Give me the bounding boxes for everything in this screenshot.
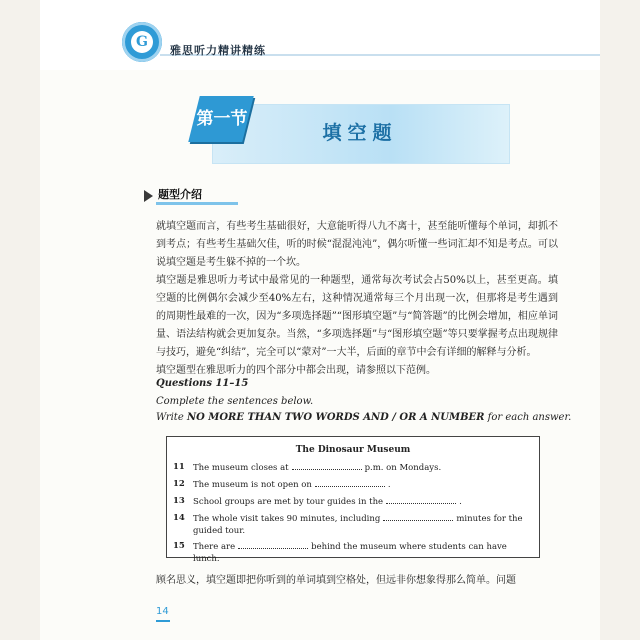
page-number: 14: [156, 606, 169, 617]
logo-center: [131, 31, 153, 53]
bottom-paragraph: 顾名思义，填空题即把你听到的单词填到空格处，但远非你想象得那么简单。问题: [156, 575, 516, 586]
book-page: [40, 0, 600, 640]
question-number: 14: [173, 513, 185, 523]
instruction-emphasis: NO MORE THAN TWO WORDS AND / OR A NUMBER: [186, 412, 485, 423]
question-text: [193, 512, 531, 537]
question-text-after: .: [459, 497, 462, 507]
paragraph-3: 填空题型在雅思听力的四个部分中都会出现，请参照以下范例。: [156, 365, 436, 376]
questions-instruction-2: [156, 412, 571, 423]
question-text-before: The museum is not open on: [193, 480, 312, 490]
question-text-before: The whole visit takes 90 minutes, including: [193, 514, 381, 524]
subheading-underline: [156, 202, 238, 205]
section-title: 填空题: [322, 122, 398, 144]
instruction-suffix: for each answer.: [484, 412, 572, 423]
logo-letter: G: [136, 34, 148, 50]
questions-heading: Questions 11–15: [156, 378, 249, 389]
question-number: 11: [173, 462, 185, 472]
question-number: 13: [173, 496, 185, 506]
answer-blank[interactable]: [238, 540, 308, 549]
question-text-before: There are: [193, 542, 236, 552]
question-text-before: The museum closes at: [193, 463, 289, 473]
answer-blank[interactable]: [315, 478, 385, 487]
questions-instruction-1: Complete the sentences below.: [156, 396, 314, 407]
question-text-after: .: [387, 480, 391, 490]
question-text-after: p.m. on Mondays.: [364, 463, 442, 473]
paragraph-1: 就填空题而言，有些考生基础很好，大意能听得八九不离十，甚至能听懂每个单词，却抓不到考点；有些考生基础欠佳，听的时候“混混沌沌”，偶尔听懂一些词汇却不知是考点。可以说填空题是考生躲不掉的一个坎。: [156, 221, 558, 268]
question-text: [193, 540, 531, 565]
museum-title: The Dinosaur Museum: [295, 445, 411, 455]
subheading-label: 题型介绍: [158, 188, 202, 201]
section-badge-label: 第一节: [196, 109, 248, 129]
museum-question-box: [166, 436, 540, 564]
paragraph-2: 填空题是雅思听力考试中最常见的一种题型，通常每次考试会占50%以上，甚至更高。填空题的比例偶尔会减少至40%左右，这种情况通常每三个月出现一次，但那将是考生遇到的周期性最难的一次，因为“多项选择题”“图形填空题”与“简答题”的比例会增加，相应单词量、语法结构就会更加复杂。当然，“多项选择题”与“图形填空题”等只要掌握考点出现规律与技巧，避免“纠结”，完全可以“蒙对”一大半，后面的章节中会有详细的解释与分析。: [156, 275, 558, 358]
publisher-logo-icon: [122, 22, 162, 62]
question-text: [193, 478, 531, 491]
question-text-before: School groups are met by tour guides in the: [193, 497, 384, 507]
question-number: 15: [173, 541, 185, 551]
answer-blank[interactable]: [386, 495, 456, 504]
question-number: 12: [173, 479, 185, 489]
question-text-after: minutes for the guided tour.: [193, 514, 523, 536]
page-number-underline: [156, 620, 170, 622]
question-text-after: behind the museum where students can have lunch.: [193, 542, 507, 564]
instruction-prefix: Write: [156, 412, 187, 423]
answer-blank[interactable]: [292, 461, 362, 470]
question-text: [193, 461, 531, 474]
book-title: 雅思听力精讲精练: [170, 44, 266, 57]
answer-blank[interactable]: [383, 512, 453, 521]
subheading: [144, 186, 240, 206]
question-text: [193, 495, 531, 508]
arrow-icon: [144, 190, 153, 202]
